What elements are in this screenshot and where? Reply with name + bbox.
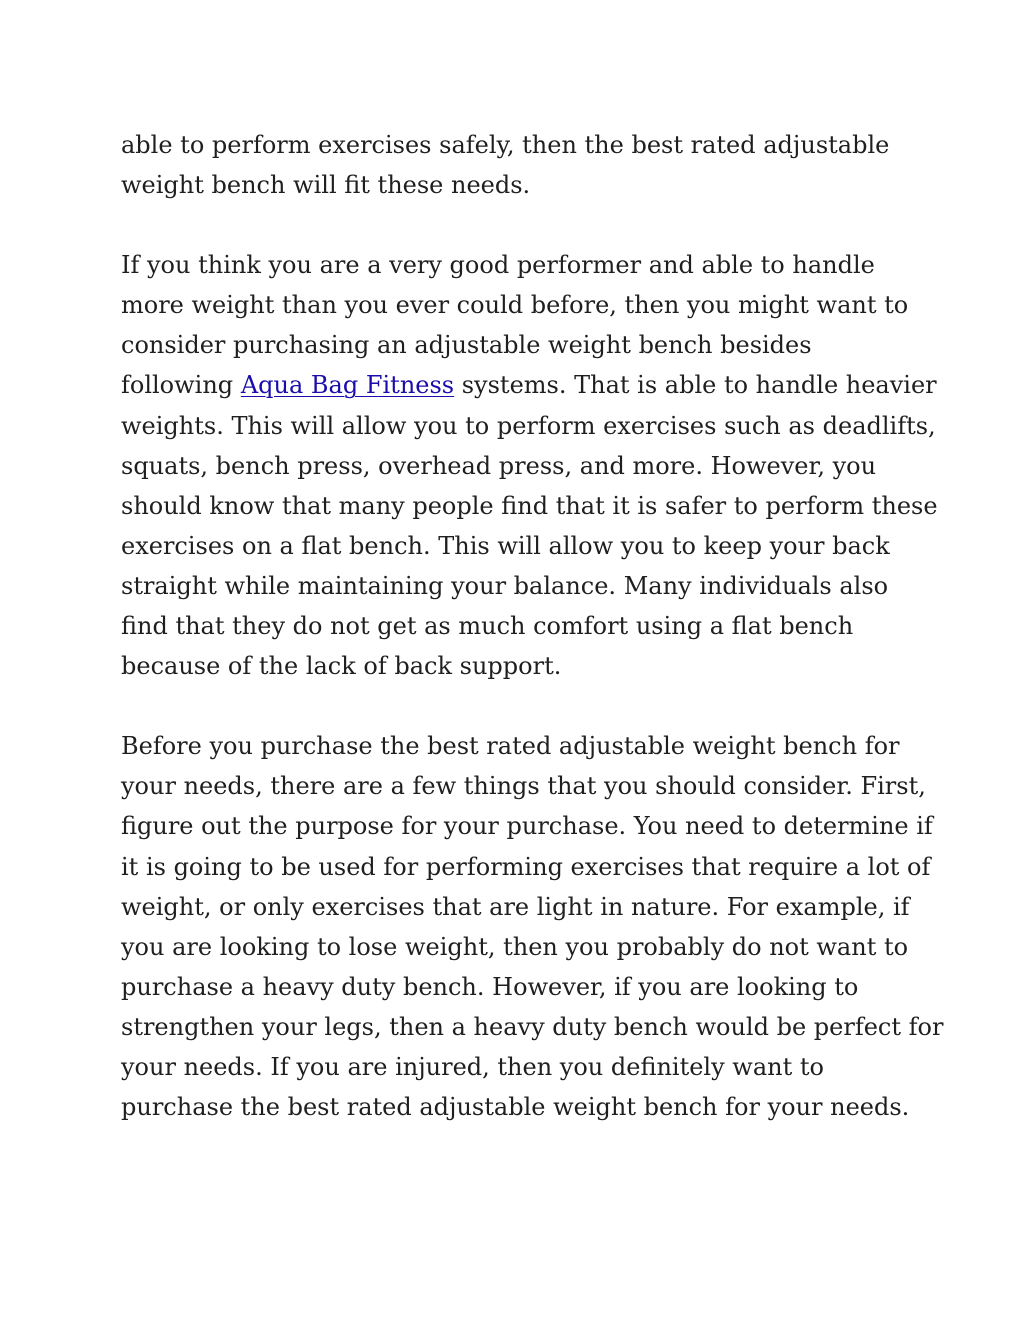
text-line: squats, bench press, overhead press, and more. However, you [121, 451, 877, 480]
text-line: straight while maintaining your balance. Many individuals also [121, 571, 889, 600]
text-line: consider purchasing an adjustable weight bench besides [121, 331, 812, 360]
text-line: find that they do not get as much comfort using a flat bench [121, 612, 854, 641]
text-line-with-link [121, 365, 937, 405]
text-line: purchase a heavy duty bench. However, if you are looking to [121, 972, 859, 1001]
text-line: If you think you are a very good performer and able to handle [121, 251, 875, 280]
text-line: purchase the best rated adjustable weight bench for your needs. [121, 1093, 910, 1122]
paragraph-before-purchase [121, 726, 944, 1127]
text-line: should know that many people find that it is safer to perform these [121, 491, 938, 520]
paragraph-performer [121, 245, 938, 686]
text-fragment: systems. That is able to handle heavier [454, 371, 937, 400]
text-line: Before you purchase the best rated adjustable weight bench for [121, 732, 900, 761]
text-line: weight bench will fit these needs. [121, 171, 531, 200]
paragraph-intro [121, 125, 911, 205]
text-line: because of the lack of back support. [121, 652, 562, 681]
text-line: your needs, there are a few things that you should consider. First, [121, 772, 926, 801]
text-line: more weight than you ever could before, then you might want to [121, 291, 909, 320]
text-line: it is going to be used for performing exercises that require a lot of [121, 852, 931, 881]
text-line: you are looking to lose weight, then you probably do not want to [121, 932, 909, 961]
aqua-bag-fitness-link[interactable]: Aqua Bag Fitness [240, 371, 455, 400]
text-line: able to perform exercises safely, then the best rated adjustable [121, 131, 890, 159]
text-fragment: following [121, 371, 241, 400]
text-line: figure out the purpose for your purchase. You need to determine if [121, 812, 933, 841]
text-line: weight, or only exercises that are light in nature. For example, if [121, 892, 910, 921]
text-line: exercises on a flat bench. This will allow you to keep your back [121, 531, 890, 560]
text-line: your needs. If you are injured, then you definitely want to [121, 1052, 824, 1081]
document-page [121, 125, 944, 1167]
text-line: weights. This will allow you to perform exercises such as deadlifts, [121, 411, 936, 440]
text-line: strengthen your legs, then a heavy duty bench would be perfect for [121, 1012, 944, 1041]
